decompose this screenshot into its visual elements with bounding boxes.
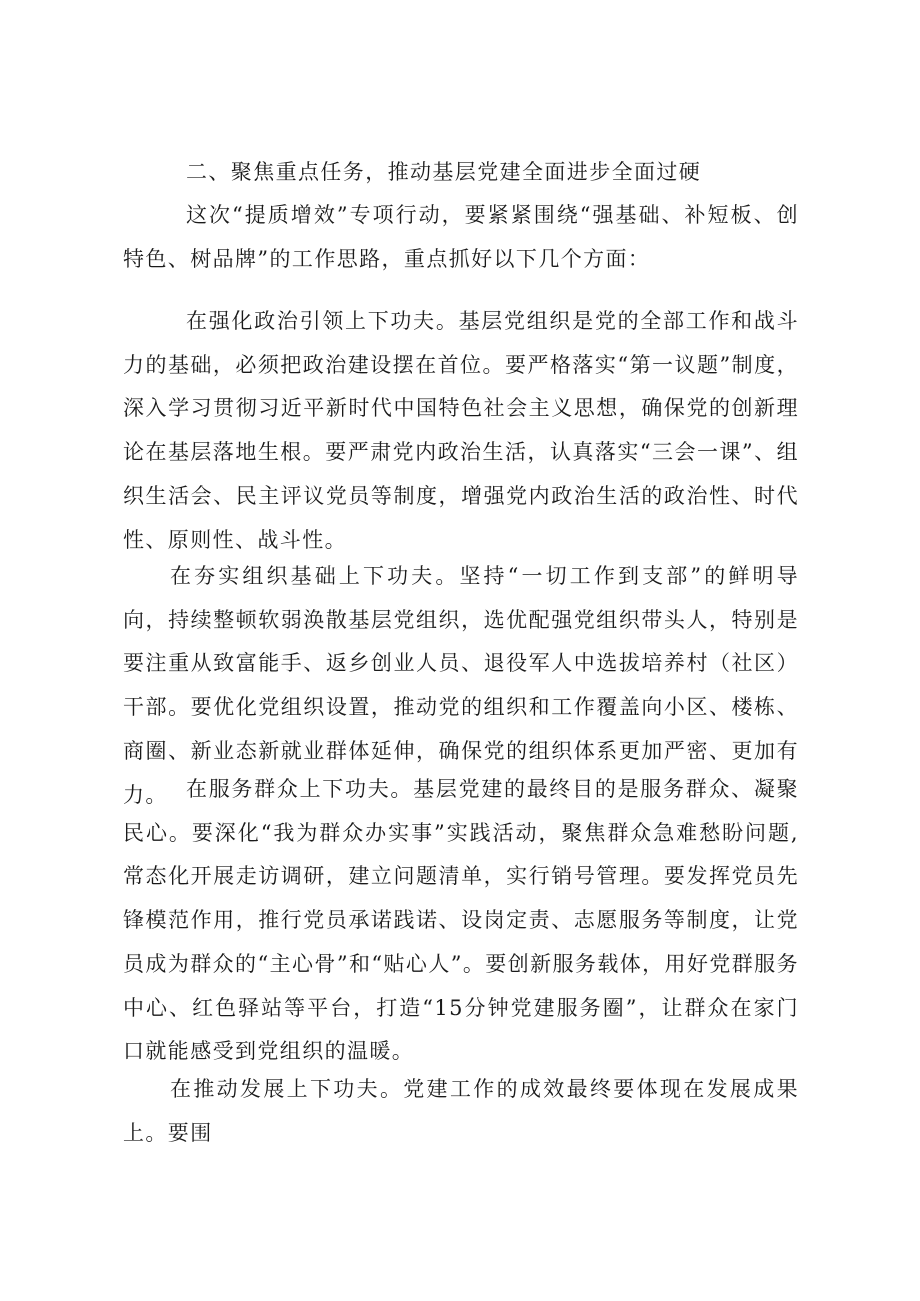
section-heading: 二、聚焦重点任务，推动基层党建全面进步全面过硬 — [186, 160, 702, 184]
paragraph-intro: 这次“提质增效”专项行动，要紧紧围绕“强基础、补短板、创特色、树品牌”的工作思路，重点抓好以下几个方面： — [123, 203, 799, 271]
paragraph-serving-masses: 在服务群众上下功夫。基层党建的最终目的是服务群众、凝聚民心。要深化“我为群众办实事”实践活动，聚焦群众急难愁盼问题,常态化开展走访调研，建立问题清单，实行销号管理。要发挥党员先锋模范作用，推行党员承诺践诺、设岗定责、志愿服务等制度，让党员成为群众的“主心骨”和“贴心人”。要创新服务载体，用好党群服务中心、红色驿站等平台，打造“15分钟党建服务圈”，让群众在家门口就能感受到党组织的温暖。 — [123, 777, 799, 1064]
paragraph-political-leadership: 在强化政治引领上下功夫。基层党组织是党的全部工作和战斗力的基础，必须把政治建设摆在首位。要严格落实“第一议题”制度，深入学习贯彻习近平新时代中国特色社会主义思想，确保党的创新理论在基层落地生根。要严肃党内政治生活，认真落实“三会一课”、组织生活会、民主评议党员等制度，增强党内政治生活的政治性、时代性、原则性、战斗性。 — [123, 309, 799, 552]
paragraph-promoting-development: 在推动发展上下功夫。党建工作的成效最终要体现在发展成果上。要围 — [123, 1077, 799, 1145]
paragraph-organization-foundation: 在夯实组织基础上下功夫。坚持“一切工作到支部”的鲜明导向，持续整顿软弱涣散基层党组织，选优配强党组织带头人，特别是要注重从致富能手、返乡创业人员、退役军人中选拔培养村（社区）干部。要优化党组织设置，推动党的组织和工作覆盖向小区、楼栋、商圈、新业态新就业群体延伸，确保党的组织体系更加严密、更加有力。 — [123, 564, 799, 807]
